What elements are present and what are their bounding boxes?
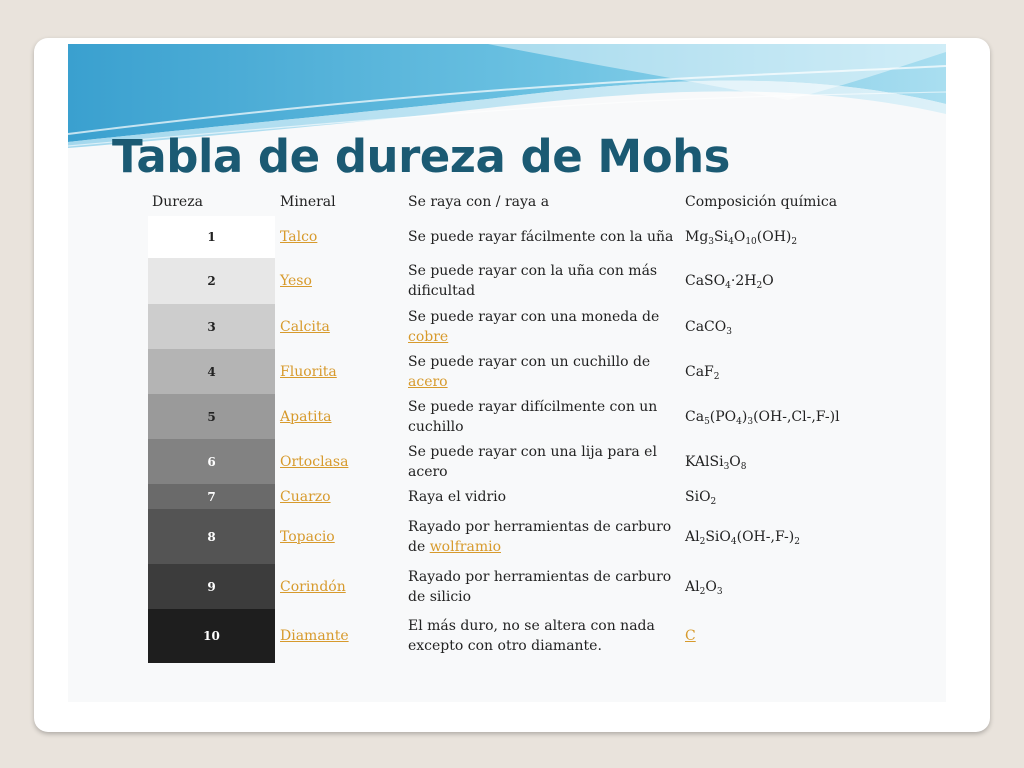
slide [68,44,946,702]
mineral-link[interactable]: Ortoclasa [280,453,349,470]
header-raya: Se raya con / raya a [408,194,550,210]
scratch-description: Se puede rayar con un cuchillo de acero [408,353,651,390]
scratch-description: Se puede rayar con una moneda de cobre [408,308,660,345]
table-row [68,216,946,258]
scratch-description: Raya el vidrio [408,488,507,505]
hardness-cell: 4 [148,349,275,394]
chemical-formula: $Ca_5(PO_4)_3(OH-,Cl-,F-)l$ [685,408,840,427]
scratch-description: Rayado por herramientas de carburo de wolframio [408,518,672,555]
mineral-link[interactable]: Yeso [280,273,312,289]
scratch-description: Se puede rayar difícilmente con un cuchillo [408,398,658,435]
mineral-link[interactable]: Fluorita [280,363,337,380]
header-mineral: Mineral [280,194,336,210]
header-composicion: Composición química [685,194,838,210]
mineral-link[interactable]: Talco [280,229,318,245]
scratch-description: El más duro, no se altera con nada excepto con otro diamante. [408,618,655,654]
hardness-cell: 10 [148,609,275,663]
mineral-link[interactable]: Cuarzo [280,488,331,505]
table-row [68,484,946,509]
chemical-formula: SiO$_2$ [685,488,717,507]
hardness-cell: 5 [148,394,275,439]
chemical-formula: $Mg_3Si_4O_{10}(OH)_2$ [685,229,798,247]
description-link[interactable]: acero [408,373,448,390]
scratch-description: Se puede rayar con la uña con más dificultad [408,263,658,299]
page-title: Tabla de dureza de Mohs [112,130,730,183]
hardness-cell: 6 [148,439,275,484]
mineral-link[interactable]: Corindón [280,578,346,595]
mineral-link[interactable]: Calcita [280,318,330,335]
hardness-cell: 1 [148,216,275,258]
scratch-description: Rayado por herramientas de carburo de silicio [408,568,672,605]
table-row [68,564,946,609]
table-row [68,509,946,564]
mineral-link[interactable]: Topacio [280,528,335,545]
hardness-cell: 3 [148,304,275,349]
header-dureza: Dureza [152,194,203,210]
table-row [68,349,946,394]
table-row [68,439,946,484]
scratch-description: Se puede rayar fácilmente con la uña [408,229,674,245]
hardness-cell: 2 [148,258,275,304]
table-row [68,304,946,349]
table-row [68,394,946,439]
chemical-formula: $Al_2O_3$ [685,578,723,597]
chemical-formula: CaF$_2$ [685,363,720,382]
chemical-formula: CaCO$_3$ [685,318,732,337]
table-row [68,258,946,304]
hardness-cell: 9 [148,564,275,609]
formula-link[interactable]: C [685,628,696,644]
description-link[interactable]: cobre [408,328,449,345]
hardness-cell: 8 [148,509,275,564]
mineral-link[interactable]: Apatita [280,408,332,425]
scratch-description: Se puede rayar con una lija para el acero [408,443,657,480]
chemical-formula: $CaSO_4\cdot 2H_2O$ [685,273,774,291]
mineral-link[interactable]: Diamante [280,628,349,644]
description-link[interactable]: wolframio [429,538,501,555]
table-row [68,609,946,663]
chemical-formula: $Al_2SiO_4(OH-,F-)_2$ [685,528,800,547]
chemical-formula: $KAlSi_3O_8$ [685,453,747,472]
hardness-cell: 7 [148,484,275,509]
